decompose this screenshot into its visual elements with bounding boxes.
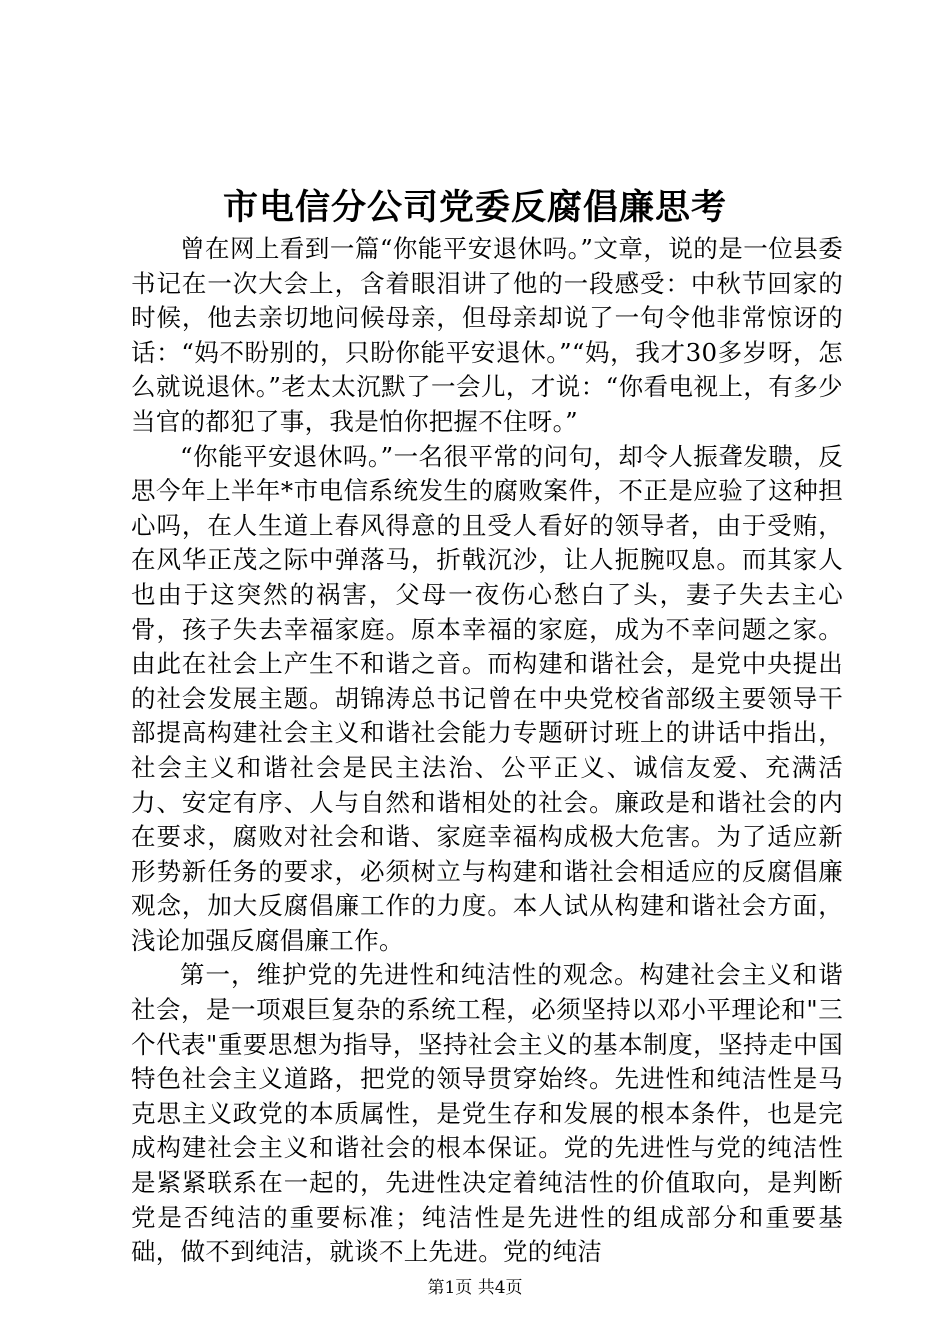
- document-body: [131, 232, 843, 1270]
- paragraph-1: 曾在网上看到一篇“你能平安退休吗。”文章，说的是一位县委书记在一次大会上，含着眼泪讲了他的一段感受：中秋节回家的时候，他去亲切地问候母亲，但母亲却说了一句令他非常惊讶的话：“妈不盼别的，只盼你能平安退休。”“妈，我才30多岁呀，怎么就说退休。”老太太沉默了一会儿，才说：“你看电视上，有多少当官的都犯了事，我是怕你把握不住呀。”: [131, 234, 843, 436]
- page-number-footer: 第1页 共4页: [427, 1278, 523, 1298]
- paragraph-2: “你能平安退休吗。”一名很平常的问句，却令人振聋发聩，反思今年上半年*市电信系统发生的腐败案件，不正是应验了这种担心吗，在人生道上春风得意的且受人看好的领导者，由于受贿，在风华正茂之际中弹落马，折戟沉沙，让人扼腕叹息。而其家人也由于这突然的祸害，父母一夜伤心愁白了头，妻子失去主心骨，孩子失去幸福家庭。原本幸福的家庭，成为不幸问题之家。由此在社会上产生不和谐之音。而构建和谐社会，是党中央提出的社会发展主题。胡锦涛总书记曾在中央党校省部级主要领导干部提高构建社会主义和谐社会能力专题研讨班上的讲话中指出，社会主义和谐社会是民主法治、公平正义、诚信友爱、充满活力、安定有序、人与自然和谐相处的社会。廉政是和谐社会的内在要求，腐败对社会和谐、家庭幸福构成极大危害。为了适应新形势新任务的要求，必须树立与构建和谐社会相适应的反腐倡廉观念，加大反腐倡廉工作的力度。本人试从构建和谐社会方面，浅论加强反腐倡廉工作。: [131, 441, 843, 955]
- paragraph-3: 第一，维护党的先进性和纯洁性的观念。构建社会主义和谐社会，是一项艰巨复杂的系统工程，必须坚持以邓小平理论和"三个代表"重要思想为指导，坚持社会主义的基本制度，坚持走中国特色社会主义道路，把党的领导贯穿始终。先进性和纯洁性是马克思主义政党的本质属性，是党生存和发展的根本条件，也是完成构建社会主义和谐社会的根本保证。党的先进性与党的纯洁性是紧紧联系在一起的，先进性决定着纯洁性的价值取向，是判断党是否纯洁的重要标准；纯洁性是先进性的组成部分和重要基础，做不到纯洁，就谈不上先进。党的纯洁: [131, 960, 843, 1267]
- document-title: 市电信分公司党委反腐倡廉思考: [222, 187, 727, 228]
